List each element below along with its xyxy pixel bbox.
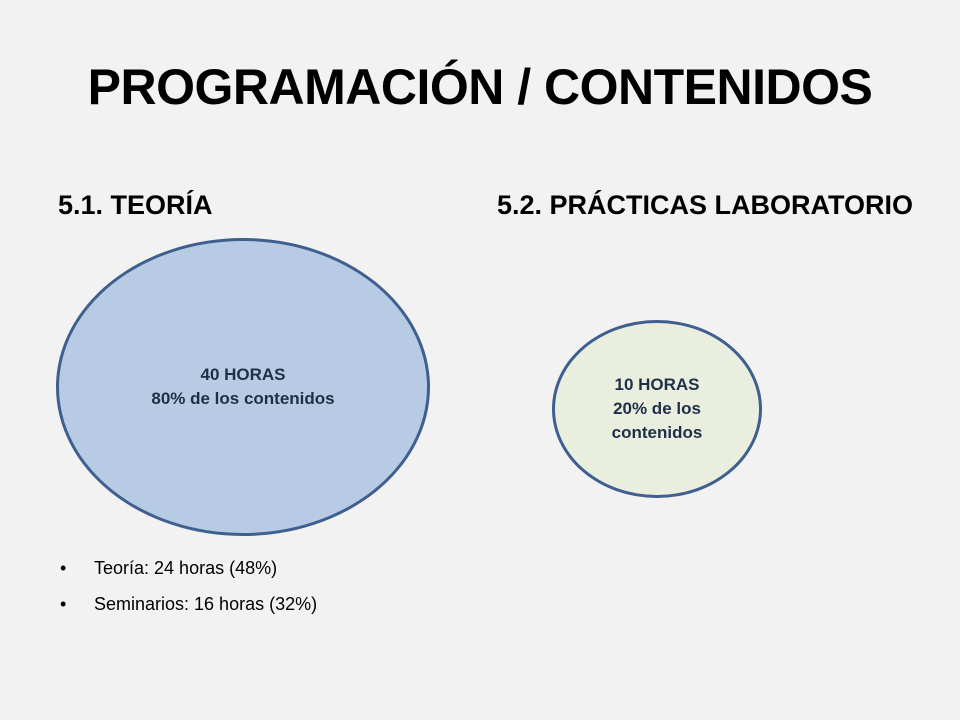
bullet-text: Teoría: 24 horas (48%) bbox=[94, 558, 278, 578]
lab-percent-text-cont: contenidos bbox=[611, 423, 703, 442]
theory-percent-text: 80% de los contenidos bbox=[151, 389, 335, 408]
theory-heading: 5.1. TEORÍA bbox=[58, 190, 213, 220]
lab-heading: 5.2. PRÁCTICAS LABORATORIO bbox=[497, 190, 914, 220]
slide-title: PROGRAMACIÓN / CONTENIDOS bbox=[87, 59, 873, 115]
theory-hours-ellipse bbox=[56, 238, 430, 536]
bullet-icon: • bbox=[60, 558, 67, 578]
theory-hours-text: 40 HORAS bbox=[200, 365, 286, 384]
list-item bbox=[60, 555, 317, 591]
bullet-icon: • bbox=[60, 594, 67, 614]
list-item bbox=[60, 591, 317, 627]
lab-percent-text: 20% de los bbox=[613, 399, 701, 418]
theory-bullet-list bbox=[60, 555, 317, 627]
lab-hours-ellipse bbox=[552, 320, 762, 498]
bullet-text: Seminarios: 16 horas (32%) bbox=[94, 594, 318, 614]
lab-hours-text: 10 HORAS bbox=[614, 375, 700, 394]
